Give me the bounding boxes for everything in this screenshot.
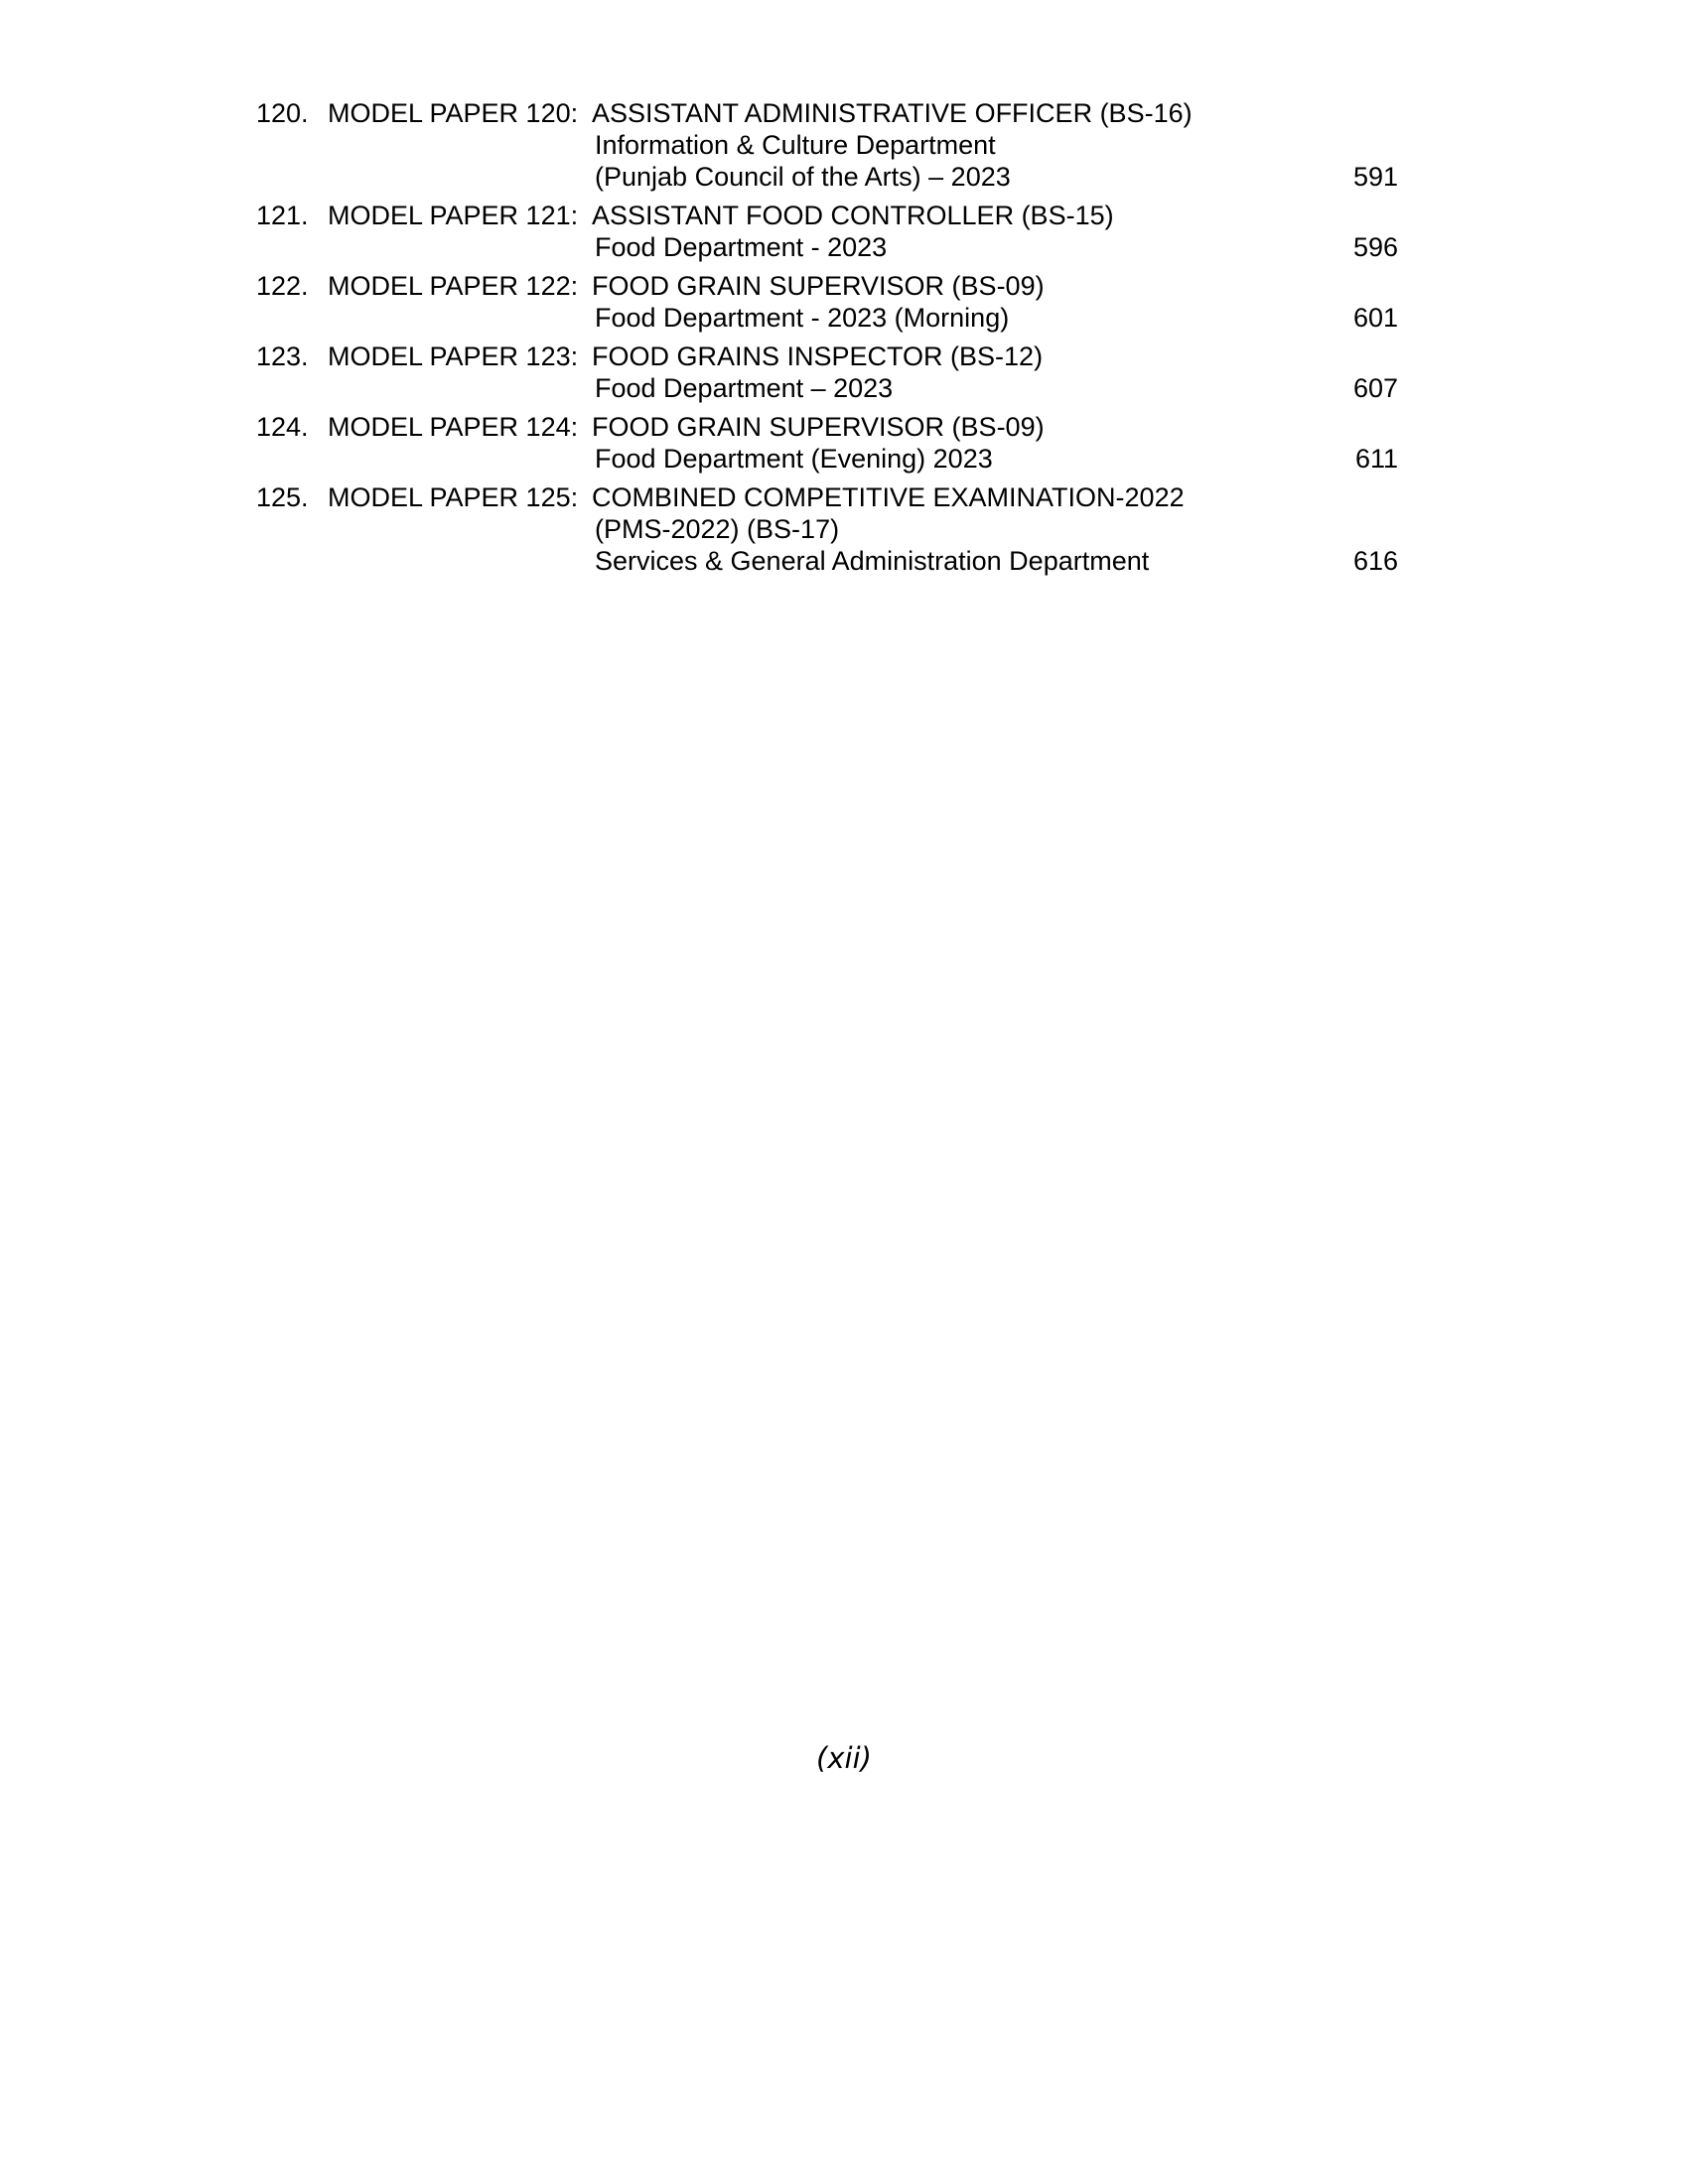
toc-entry-heading <box>256 481 1398 513</box>
entry-page-number: 601 <box>1352 303 1398 333</box>
toc-entry-subline <box>256 302 1398 334</box>
entry-number: 121. <box>256 201 309 230</box>
toc-entry-heading <box>256 411 1398 443</box>
entry-page-number: 607 <box>1352 373 1398 403</box>
entry-label: MODEL PAPER 121: <box>328 201 579 230</box>
toc-entry-subline <box>256 545 1398 577</box>
entry-label: MODEL PAPER 122: <box>328 271 579 301</box>
entry-page-number: 611 <box>1354 444 1398 474</box>
entry-title: FOOD GRAIN SUPERVISOR (BS-09) <box>592 271 1045 301</box>
toc-entry-subline <box>256 513 1398 545</box>
entry-title: COMBINED COMPETITIVE EXAMINATION-2022 <box>592 482 1185 512</box>
entry-department: Food Department (Evening) 2023 <box>595 444 993 474</box>
entry-department: Food Department - 2023 <box>595 232 888 262</box>
entry-department-detail: (Punjab Council of the Arts) – 2023 <box>595 162 1011 192</box>
entry-page-number: 616 <box>1352 546 1398 576</box>
entry-label: MODEL PAPER 120: <box>328 98 579 128</box>
toc-entry-heading <box>256 341 1398 372</box>
entry-title: ASSISTANT ADMINISTRATIVE OFFICER (BS-16) <box>592 98 1193 128</box>
entry-number: 123. <box>256 341 309 371</box>
toc-entry-heading <box>256 200 1398 231</box>
entry-label: MODEL PAPER 124: <box>328 412 579 442</box>
entry-title: FOOD GRAIN SUPERVISOR (BS-09) <box>592 412 1045 442</box>
entry-number: 120. <box>256 98 309 128</box>
toc-entry-125[interactable] <box>256 481 1398 577</box>
page-footer-number: (xii) <box>816 1741 872 1775</box>
toc-entry-subline <box>256 231 1398 263</box>
toc-entry-124[interactable] <box>256 411 1398 475</box>
entry-department: Food Department - 2023 (Morning) <box>595 303 1010 333</box>
entry-number: 122. <box>256 271 309 301</box>
table-of-contents <box>256 97 1398 584</box>
entry-number: 125. <box>256 482 309 512</box>
entry-page-number: 596 <box>1352 232 1398 262</box>
toc-entry-heading <box>256 270 1398 302</box>
toc-entry-subline <box>256 161 1398 193</box>
entry-department: Food Department – 2023 <box>595 373 894 403</box>
toc-entry-123[interactable] <box>256 341 1398 404</box>
entry-title: ASSISTANT FOOD CONTROLLER (BS-15) <box>592 201 1114 230</box>
toc-entry-heading <box>256 97 1398 129</box>
toc-entry-120[interactable] <box>256 97 1398 193</box>
toc-entry-121[interactable] <box>256 200 1398 263</box>
entry-department: Services & General Administration Department <box>595 546 1150 576</box>
entry-number: 124. <box>256 412 309 442</box>
entry-department: Information & Culture Department <box>595 130 996 160</box>
entry-page-number: 591 <box>1352 162 1398 192</box>
entry-label: MODEL PAPER 125: <box>328 482 579 512</box>
entry-exam-code: (PMS-2022) (BS-17) <box>595 514 840 544</box>
toc-entry-subline <box>256 372 1398 404</box>
entry-label: MODEL PAPER 123: <box>328 341 579 371</box>
entry-title: FOOD GRAINS INSPECTOR (BS-12) <box>592 341 1044 371</box>
toc-entry-122[interactable] <box>256 270 1398 334</box>
toc-entry-subline <box>256 129 1398 161</box>
toc-entry-subline <box>256 443 1398 475</box>
